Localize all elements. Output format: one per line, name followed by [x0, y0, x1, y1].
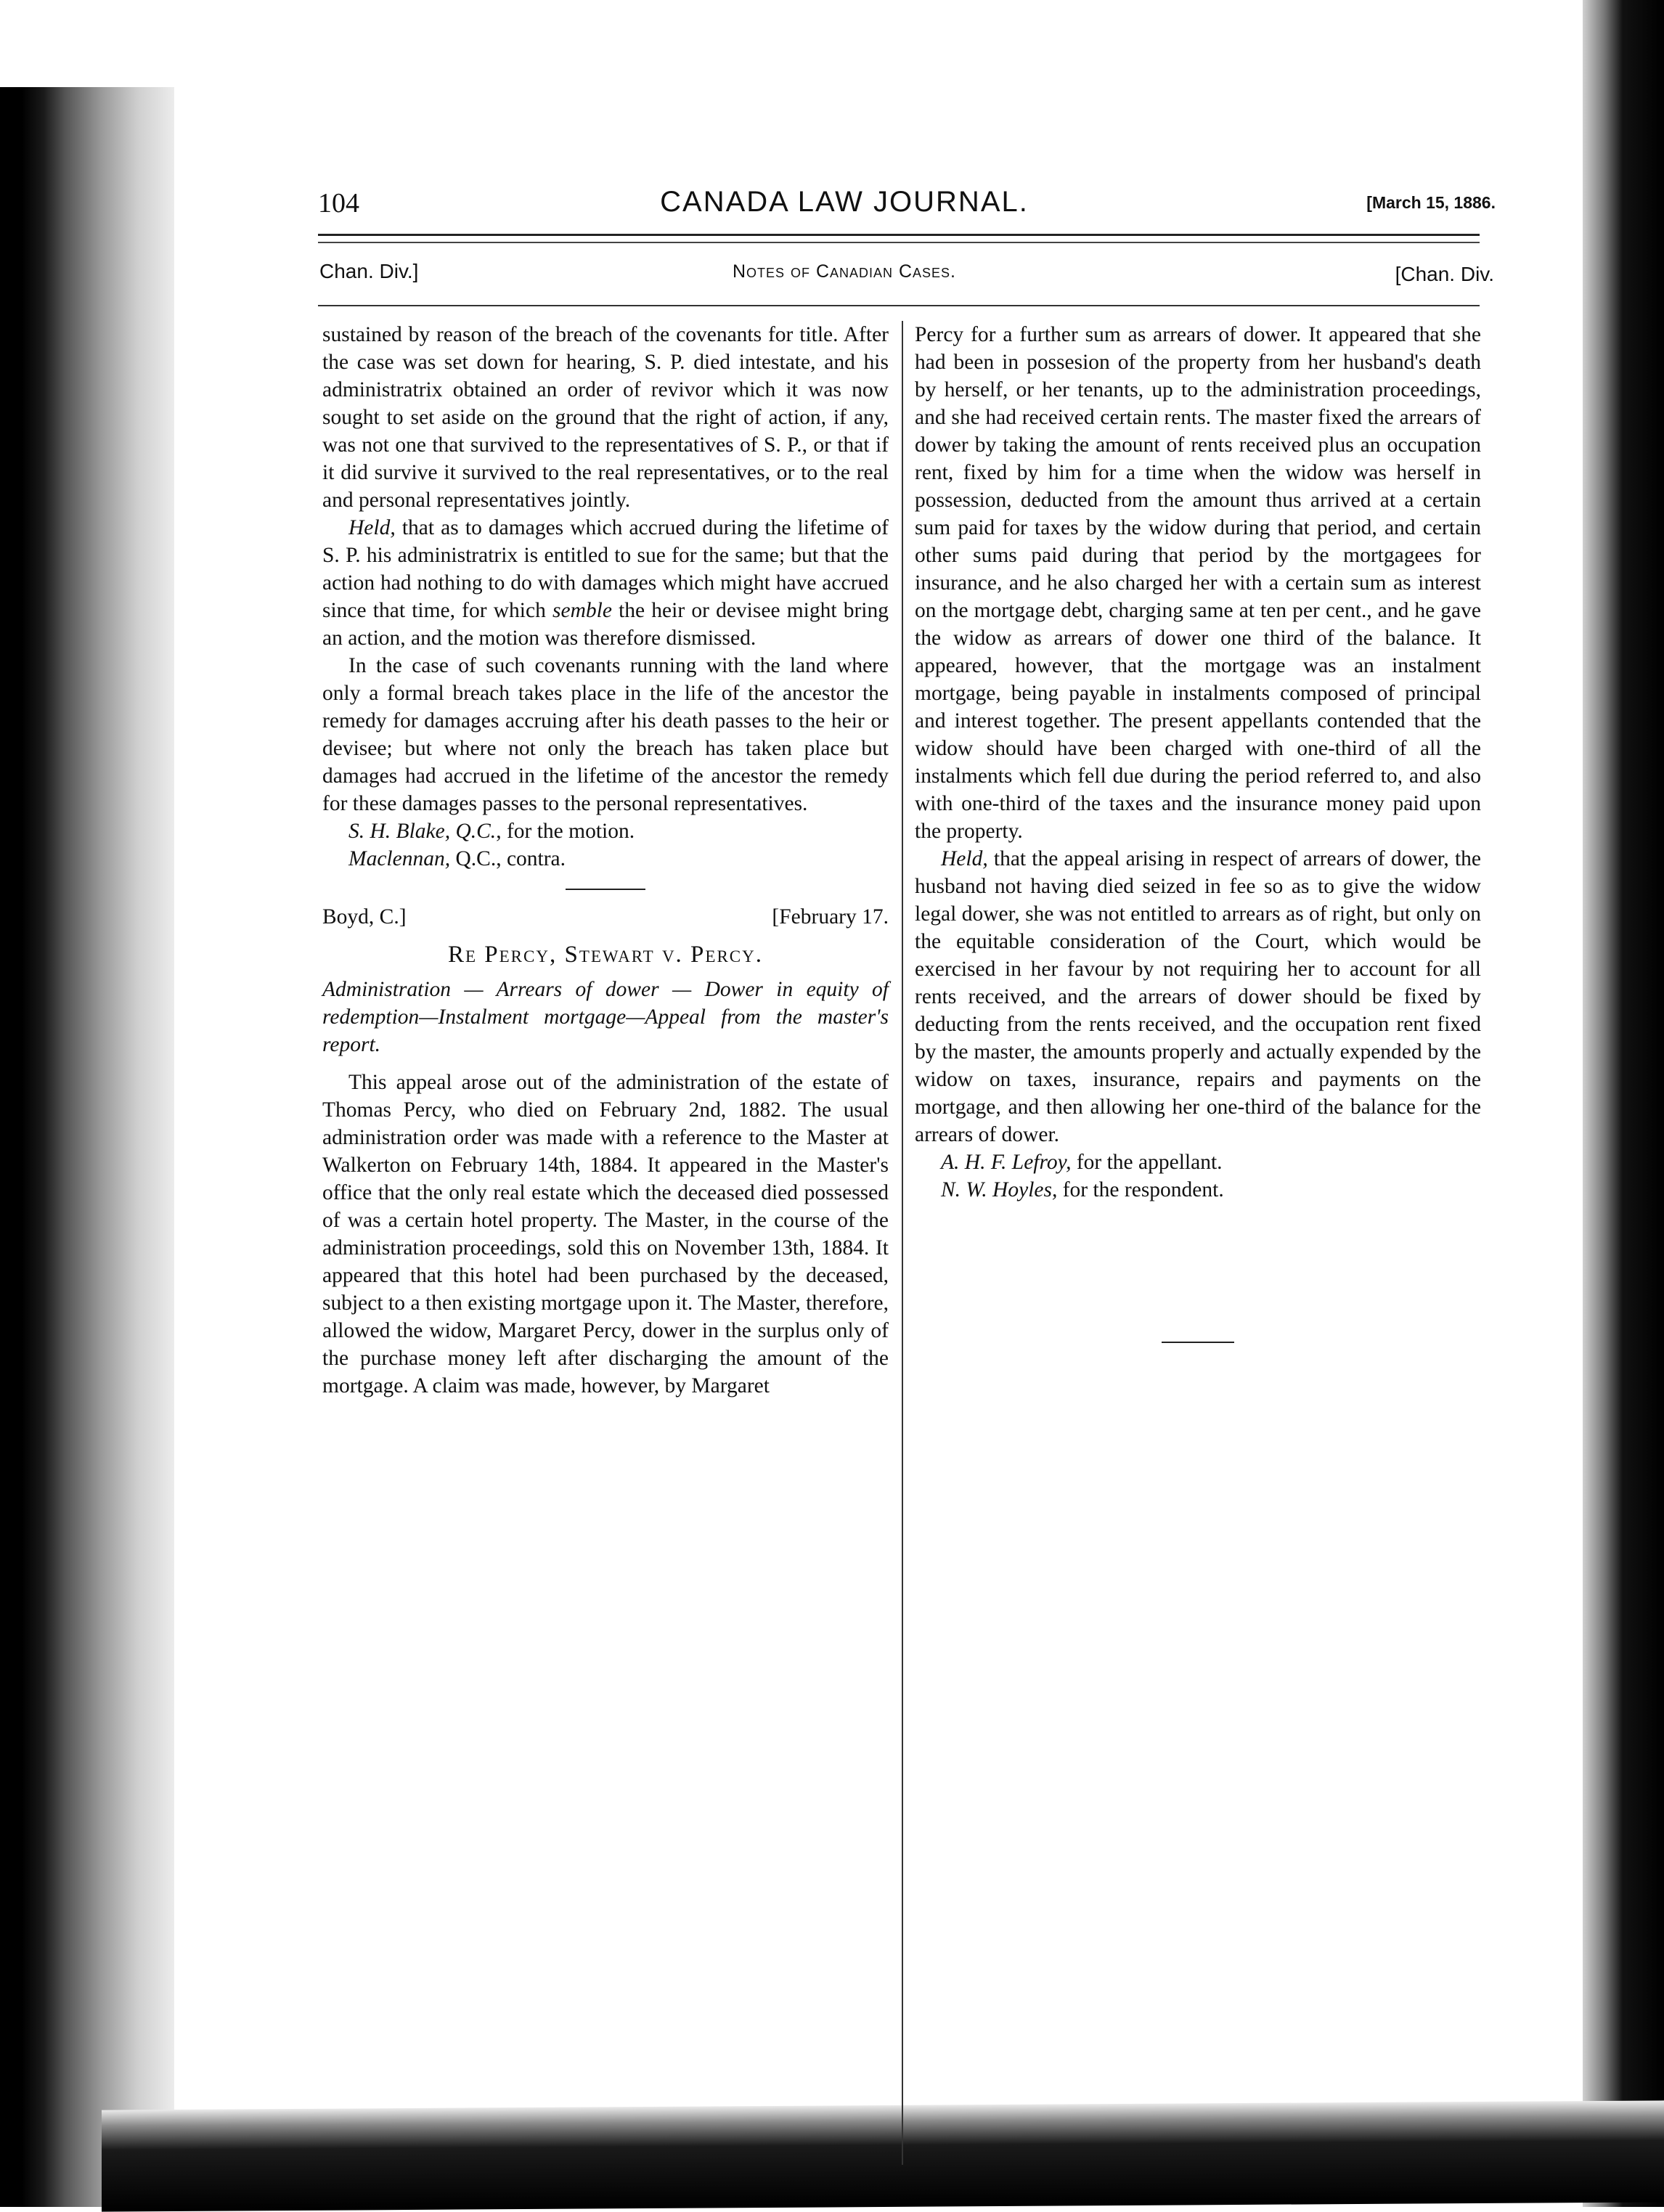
case-separator — [566, 889, 645, 890]
scan-shadow-right — [1583, 0, 1664, 2207]
section-head-title: Notes of Canadian Cases. — [733, 261, 956, 282]
section-head-right: [Chan. Div. — [1395, 263, 1494, 285]
left-column — [322, 321, 889, 1400]
held-text: that the appeal arising in respect of arrears of dower, the husband not having died seized in fee so as to give the widow legal dower, she was not entitled to arrears as of right, but only on the equitable consideration of the Court, which would be exercised in her favour by not requiring her to account for all rents received, and the arrears of dower should be fixed by deducting from the rents received, and the occupation rent fixed by the master, the amounts properly and actually expended by the widow on taxes, insurance, repairs and payments on the mortgage, and then allowing her one-third of the balance for the arrears of dower. — [915, 847, 1481, 1146]
running-head — [180, 167, 1509, 232]
section-head-left: Chan. Div.] — [319, 260, 419, 282]
case-judge-line — [322, 903, 889, 931]
paragraph-held — [322, 514, 889, 652]
journal-page — [180, 167, 1509, 2069]
counsel-name: S. H. Blake, Q.C. — [348, 820, 497, 843]
scan-shadow-left — [0, 87, 174, 2207]
case-judge: Boyd, C.] — [322, 905, 407, 929]
header-double-rule — [318, 234, 1480, 243]
held-label: Held, — [348, 516, 396, 539]
counsel-name: Maclennan, — [348, 847, 451, 870]
counsel-line — [915, 1148, 1481, 1176]
end-rule — [1162, 1342, 1234, 1343]
counsel-role: for the respondent. — [1057, 1178, 1224, 1201]
paragraph: Percy for a further sum as arrears of dower. It appeared that she had been in possesion of the property from her husband's death by herself, or her tenants, up to the administration proceedings, and she had received certain rents. The master fixed the arrears of dower by taking the amount of rents received plus an occupation rent, fixed by him for a time when the widow was herself in possession, deducted from the amount thus arrived at a certain sum paid for taxes by the widow during that period, and certain other sums paid during that period by the mortgagees for insurance, and he also charged her with a certain sum as interest on the mortgage debt, charging same at ten per cent., and he gave the widow as arrears of dower one third of the balance. It appeared, however, that the mortgage was an instalment mortgage, being payable in instalments composed of principal and interest together. The present appellants contended that the widow should have been charged with one-third of all the instalments which fell due during the period referred to, and also with one-third of the taxes and the insurance money paid upon the property. — [915, 323, 1481, 843]
counsel-role: Q.C., contra. — [450, 847, 566, 870]
held-text-a: that as to damages which accrued during the lifetime of S. P. his administratrix is entitled to sue for the same; but that the action had nothing to do with damages which might have accrued since that time, for which — [322, 516, 889, 622]
section-head — [180, 260, 1509, 296]
issue-date: [March 15, 1886. — [1366, 193, 1496, 212]
scan-margin-top — [0, 0, 1525, 91]
counsel-name: A. H. F. Lefroy, — [941, 1151, 1072, 1174]
column-divider — [902, 321, 903, 2165]
paragraph: In the case of such covenants running with the land where only a formal breach takes place in the life of the ancestor the remedy for damages accruing after his death passes to the heir or devisee; but where not only the breach has taken place but damages had accrued in the lifetime of the ancestor the remedy for these damages passes to the personal representatives. — [322, 654, 889, 815]
counsel-line — [915, 1176, 1481, 1204]
scan-shadow-bottom — [102, 2100, 1664, 2211]
section-rule — [318, 305, 1480, 306]
semble-word: semble — [552, 599, 612, 622]
counsel-line — [322, 817, 889, 845]
journal-title: CANADA LAW JOURNAL. — [660, 186, 1029, 218]
paragraph: sustained by reason of the breach of the covenants for title. After the case was set down for hearing, S. P. died intestate, and his administratrix obtained an order of revivor which it was now sought to set aside on the ground that the right of action, if any, was not one that survived to the representatives of S. P., or that if it did survive it survived to the real representatives, or to the real and personal representatives jointly. — [322, 323, 889, 512]
paragraph: This appeal arose out of the administration of the estate of Thomas Percy, who died on February 2nd, 1882. The usual administration order was made with a reference to the Master at Walkerton on February 14th, 1884. It appeared in the Master's office that the only real estate which the deceased died possessed of was a certain hotel property. The Master, in the course of the administration proceedings, sold this on November 13th, 1884. It appeared that this hotel had been purchased by the deceased, subject to a then existing mortgage upon it. The Master, therefore, allowed the widow, Margaret Percy, dower in the surplus only of the purchase money left after discharging the amount of the mortgage. A claim was made, however, by Margaret — [322, 1071, 889, 1397]
held-label: Held, — [941, 847, 988, 870]
case-headnote: Administration — Arrears of dower — Dower in equity of redemption—Instalment mortgage—Appeal from the master's report. — [322, 978, 889, 1056]
right-column — [915, 321, 1481, 1343]
case-name: Re Percy, Stewart v. Percy. — [447, 942, 764, 968]
counsel-role: for the appellant. — [1071, 1151, 1223, 1174]
paragraph-held — [915, 845, 1481, 1148]
case-date: [February 17. — [772, 905, 889, 929]
counsel-role: , for the motion. — [496, 820, 635, 843]
page-number: 104 — [318, 188, 359, 219]
counsel-name: N. W. Hoyles, — [941, 1178, 1058, 1201]
held-text-b: the heir or devisee might bring an action, and the motion was therefore dismissed. — [322, 599, 889, 650]
counsel-line — [322, 845, 889, 873]
